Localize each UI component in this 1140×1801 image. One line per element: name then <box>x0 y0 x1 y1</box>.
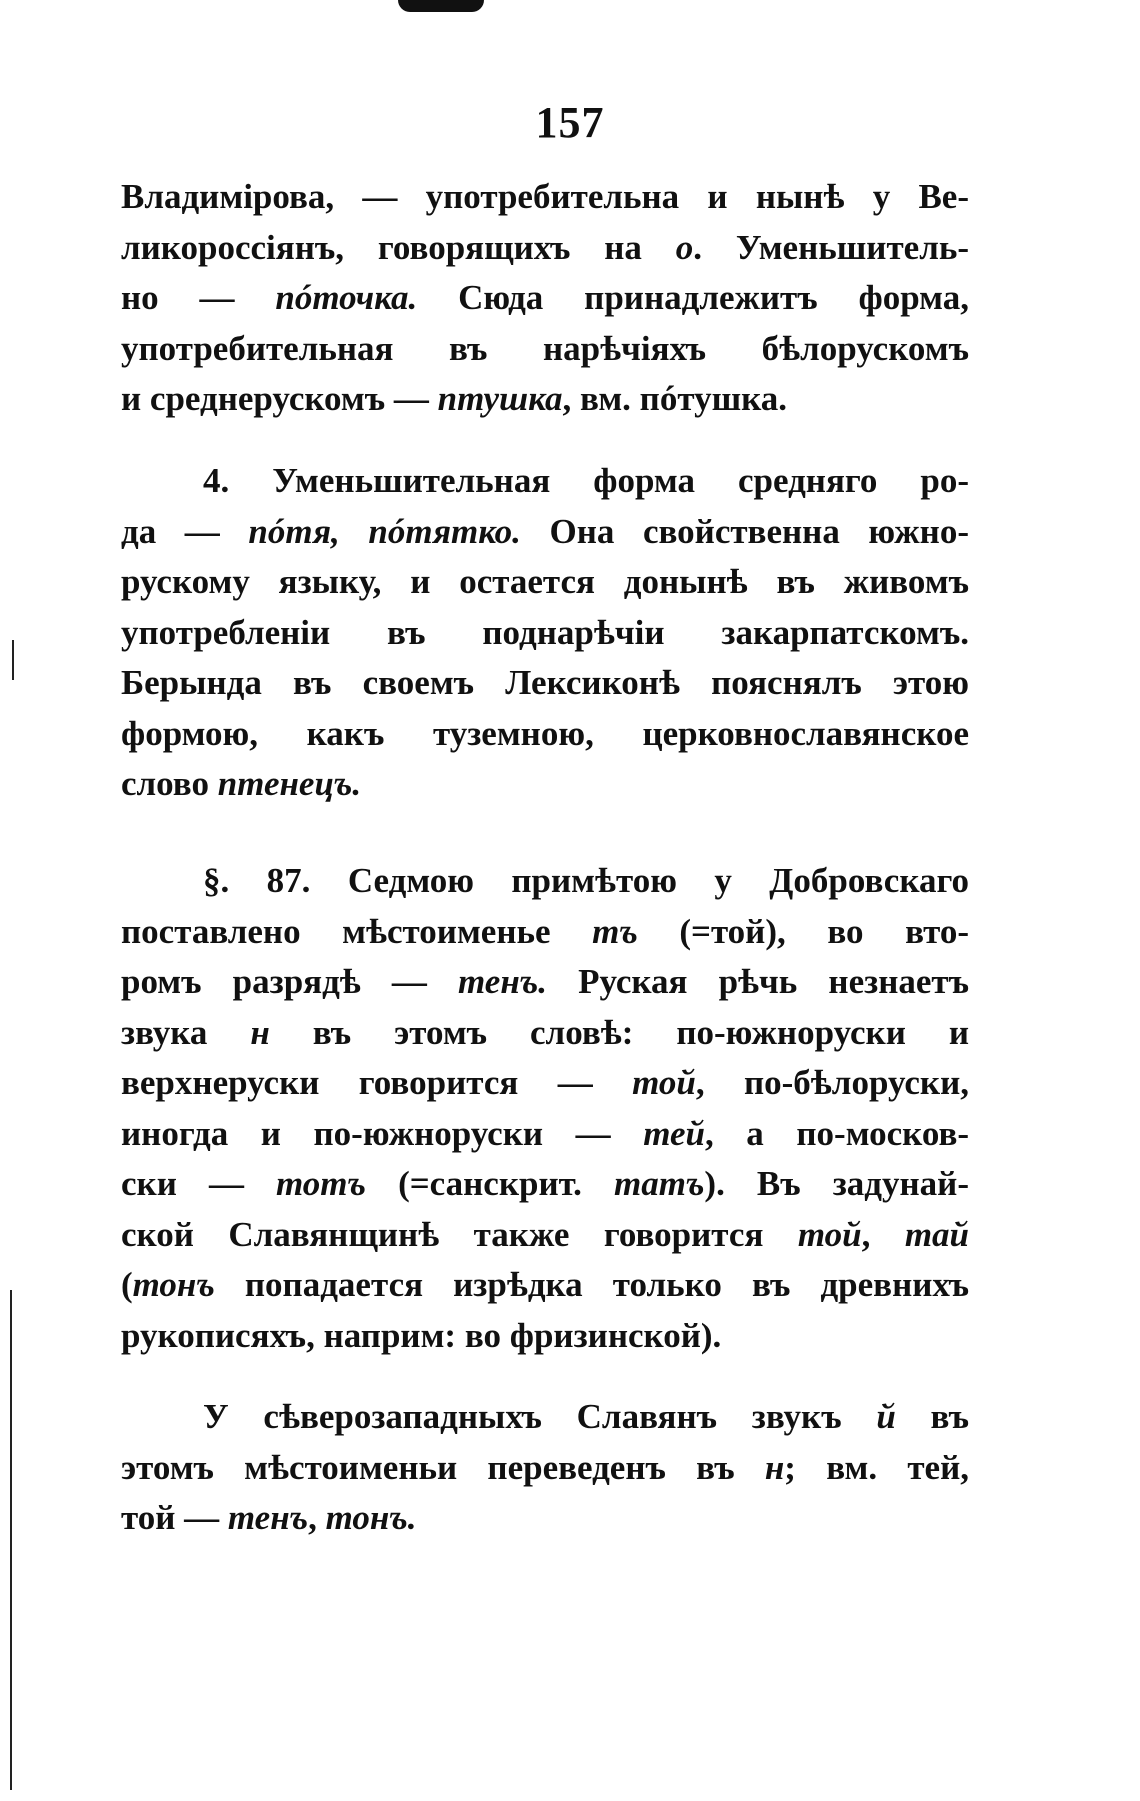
text-line: этомъ мѣстоименьи переведенъ въ н; вм. тей, <box>121 1447 969 1487</box>
text-line: Берында въ своемъ Лексиконѣ пояснялъ этою <box>121 663 969 702</box>
paragraph-4 <box>121 1392 969 1544</box>
italic-word: татъ <box>614 1164 705 1203</box>
italic-word: тъ <box>592 911 638 951</box>
page-number: 157 <box>535 98 605 147</box>
italic-word: o <box>675 227 694 267</box>
text-line: формою, какъ туземною, церковнославянское <box>121 713 969 753</box>
italic-word: н <box>250 1012 270 1052</box>
text-line: употребительная въ нарѣчіяхъ бѣлорускомъ <box>121 328 969 368</box>
text-line: поставлено мѣстоименье тъ (=той), во вто- <box>121 911 969 951</box>
italic-word: тай <box>904 1214 970 1254</box>
italic-word: птушка <box>437 379 563 418</box>
text-line: той — тенъ, тонъ. <box>121 1498 417 1537</box>
text-line: и среднерускомъ — птушка, вм. пóтушка. <box>121 379 788 418</box>
paragraph-3 <box>121 856 969 1361</box>
italic-word: тей <box>643 1113 705 1153</box>
page-edge-mark <box>12 640 14 680</box>
text-line: верхнеруски говорится — той, по-бѣлоруски, <box>121 1063 969 1102</box>
text-line: да — пóтя, пóтятко. Она свойственна южно- <box>121 511 969 551</box>
paragraph-1 <box>121 172 969 425</box>
text-line: ской Славянщинѣ также говорится той, тай <box>121 1214 970 1254</box>
text-line: иногда и по-южноруски — тей, а по-москов- <box>121 1113 969 1153</box>
page-edge-mark <box>10 1290 12 1790</box>
text-line: слово птенецъ. <box>121 764 362 803</box>
paragraph-2 <box>121 456 969 810</box>
text-line: употребленіи въ поднарѣчіи закарпатскомъ. <box>121 612 969 652</box>
italic-word: птенецъ. <box>217 764 362 803</box>
text-line: 4. Уменьшительная форма средняго ро- <box>203 461 969 500</box>
italic-word: той <box>797 1214 862 1254</box>
text-line: рускому языку, и остается донынѣ въ живомъ <box>121 562 969 601</box>
text-line: Владимірова, — употребительна и нынѣ у Ве- <box>121 177 969 216</box>
italic-word: тенъ <box>227 1498 309 1537</box>
text-line: рукописяхъ, наприм: во фризинской). <box>121 1315 722 1355</box>
italic-word: н <box>764 1447 785 1487</box>
ink-blot <box>398 0 484 12</box>
text-line: ликороссіянъ, говорящихъ на o. Уменьшитель- <box>121 227 969 267</box>
text-line: §. 87. Седмою примѣтою у Добровскаго <box>203 861 969 900</box>
italic-word: пóточка. <box>275 278 418 317</box>
italic-word: пóтя, пóтятко. <box>248 511 521 551</box>
text-line: звука н въ этомъ словѣ: по-южноруски и <box>121 1012 969 1052</box>
italic-word: тонъ. <box>325 1498 417 1537</box>
italic-word: тонъ <box>132 1265 215 1304</box>
text-line: (тонъ попадается изрѣдка только въ древнихъ <box>121 1265 969 1304</box>
text-line: но — пóточка. Сюда принадлежитъ форма, <box>121 278 969 317</box>
italic-word: тенъ. <box>458 962 547 1001</box>
italic-word: тотъ <box>276 1164 366 1203</box>
italic-word: той <box>632 1063 696 1102</box>
text-line: У сѣверозападныхъ Славянъ звукъ й въ <box>203 1397 969 1436</box>
italic-word: й <box>876 1397 896 1436</box>
text-line: ски — тотъ (=санскрит. татъ). Въ задунай- <box>121 1164 970 1203</box>
text-line: ромъ разрядѣ — тенъ. Руская рѣчь незнаетъ <box>121 962 969 1001</box>
